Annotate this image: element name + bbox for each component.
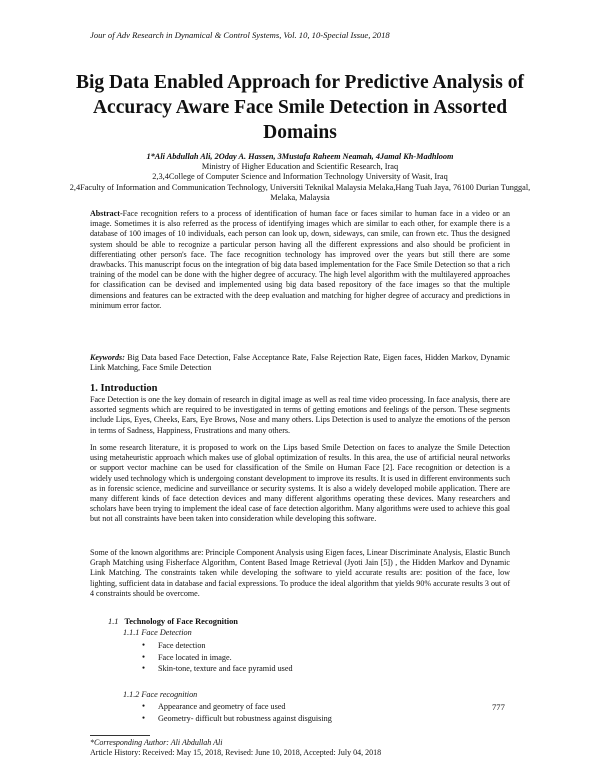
abstract <box>90 209 510 311</box>
abstract-label: Abstract- <box>90 209 123 218</box>
paragraph: Face Detection is one the key domain of research in digital image as well as real time video processing. In face analysis, there are assorted segments which are required to be investigated in terms of getting emotions and feelings of the person. These segments include Lips, Eyes, Cheeks, Ears, Eye Brows, Nose and many others. Lips Detection is used to analyze the emotions of the person in terms of Sadness, Happiness, Frustrations and many others. <box>90 395 510 435</box>
author-block <box>60 152 540 203</box>
list-item: ● Face detection <box>142 640 293 652</box>
affiliation-3: 2,4Faculty of Information and Communication Technology, Universiti Teknikal Malaysia Melaka,Hang Tuah Jaya, 76100 Durian Tunggal, Melaka, Malaysia <box>69 182 531 202</box>
abstract-text: Face recognition refers to a process of identification of human face or faces similar to human face in a video or an image. Sometimes it is also referred as the process of identifying images which are similar to each other, for example there is a database of 100 images of 10 individuals, each person can look up, down, sideways, can smile, can frown etc. Thus the designed system should be able to recognize a particular person having all the different expressions and also should be proficient in differentiating other person's face. The face recognition technology has improved over the years but still there are some drawbacks. This manuscript focus on the integration of big data based implementation for the Face Smile Detection so that a rich training of the model can be done with the higher degree of accuracy. The high level algorithm with the multilayered approaches for classification can be devised and implemented using big data based repository of the face images so that the multiple dimensions and features can be extracted with the deep evaluation and matching for higher degree of accuracy and predictions in minimum error factor. <box>90 209 510 310</box>
list-item: ● Appearance and geometry of face used <box>142 701 332 713</box>
keywords-text: Big Data based Face Detection, False Acceptance Rate, False Rejection Rate, Eigen faces, Hidden Markov, Dynamic Link Matching, Face Smile Detection <box>90 353 511 373</box>
bullet-list <box>142 640 293 675</box>
subsubsection-label: 1.1.2 Face recognition <box>123 690 198 699</box>
paragraph: Some of the known algorithms are: Principle Component Analysis using Eigen faces, Linear Discriminate Analysis, Elastic Bunch Graph Matching using Fisherface Algorithm, Content Based Image Retrieval (Jyoti Jain [5]) , the Hidden Markov and Dynamic Link Matching. The constraints taken while developing the software to yield accurate results are: position of the face, low lighting, sufficient data in database and facial expressions. To produce the ideal algorithm that yields 90% accurate results 3 out of 4 constraints should be overcome. <box>90 548 510 598</box>
footnote-divider <box>90 735 150 736</box>
keywords-label: Keywords: <box>90 353 125 362</box>
list-item: ● Geometry- difficult but robustness against disguising <box>142 713 332 725</box>
list-item: ● Skin-tone, texture and face pyramid used <box>142 663 293 675</box>
section-heading: 1. Introduction <box>90 383 158 394</box>
list-item: ● Face located in image. <box>142 652 293 664</box>
subsection-title: Technology of Face Recognition <box>124 617 238 626</box>
page-number: 777 <box>492 702 505 712</box>
paragraph: In some research literature, it is proposed to work on the Lips based Smile Detection on faces to analyze the Smile Detection using metaheuristic approach which makes use of global optimization of results. In this area, the use of artificial neural networks or support vector machine can be used for classification of the Smile on Human Face [2]. Face recognition or detection is a widely used technology which is undergoing constant development to improve its results. It is used in different environments such as in forensic science, medicine and surveillance or security systems. It is also a widely developed mobile application. There are many different kinds of face detection devices and many different algorithms operating these devices. Many researchers and scholars have been trying to implement the ideal case of face detection algorithm. Many algorithms were used to achieve this goal but not all constraints have been taken into consideration while developing this software. <box>90 443 510 524</box>
affiliation-2: 2,3,4College of Computer Science and Information Technology University of Wasit, Iraq <box>152 172 448 182</box>
keywords <box>90 353 510 373</box>
subsection-number: 1.1 <box>108 617 119 626</box>
author-names: 1*Ali Abdullah Ali, 2Oday A. Hassen, 3Mustafa Raheem Neamah, 4Jamal Kh-Madhloom <box>146 152 454 161</box>
corresponding-author-note: *Corresponding Author: Ali Abdullah Ali <box>90 738 223 747</box>
paper-title: Big Data Enabled Approach for Predictive Analysis of Accuracy Aware Face Smile Detection in Assorted Domains <box>76 72 524 143</box>
journal-header: Jour of Adv Research in Dynamical & Control Systems, Vol. 10, 10-Special Issue, 2018 <box>90 30 390 40</box>
subsection-heading <box>108 617 238 626</box>
article-history-note: Article History: Received: May 15, 2018, Revised: June 10, 2018, Accepted: July 04, 2018 <box>90 748 382 757</box>
bullet-list <box>142 701 332 724</box>
affiliation-1: Ministry of Higher Education and Scientific Research, Iraq <box>201 162 399 172</box>
subsubsection-label: 1.1.1 Face Detection <box>123 628 192 637</box>
